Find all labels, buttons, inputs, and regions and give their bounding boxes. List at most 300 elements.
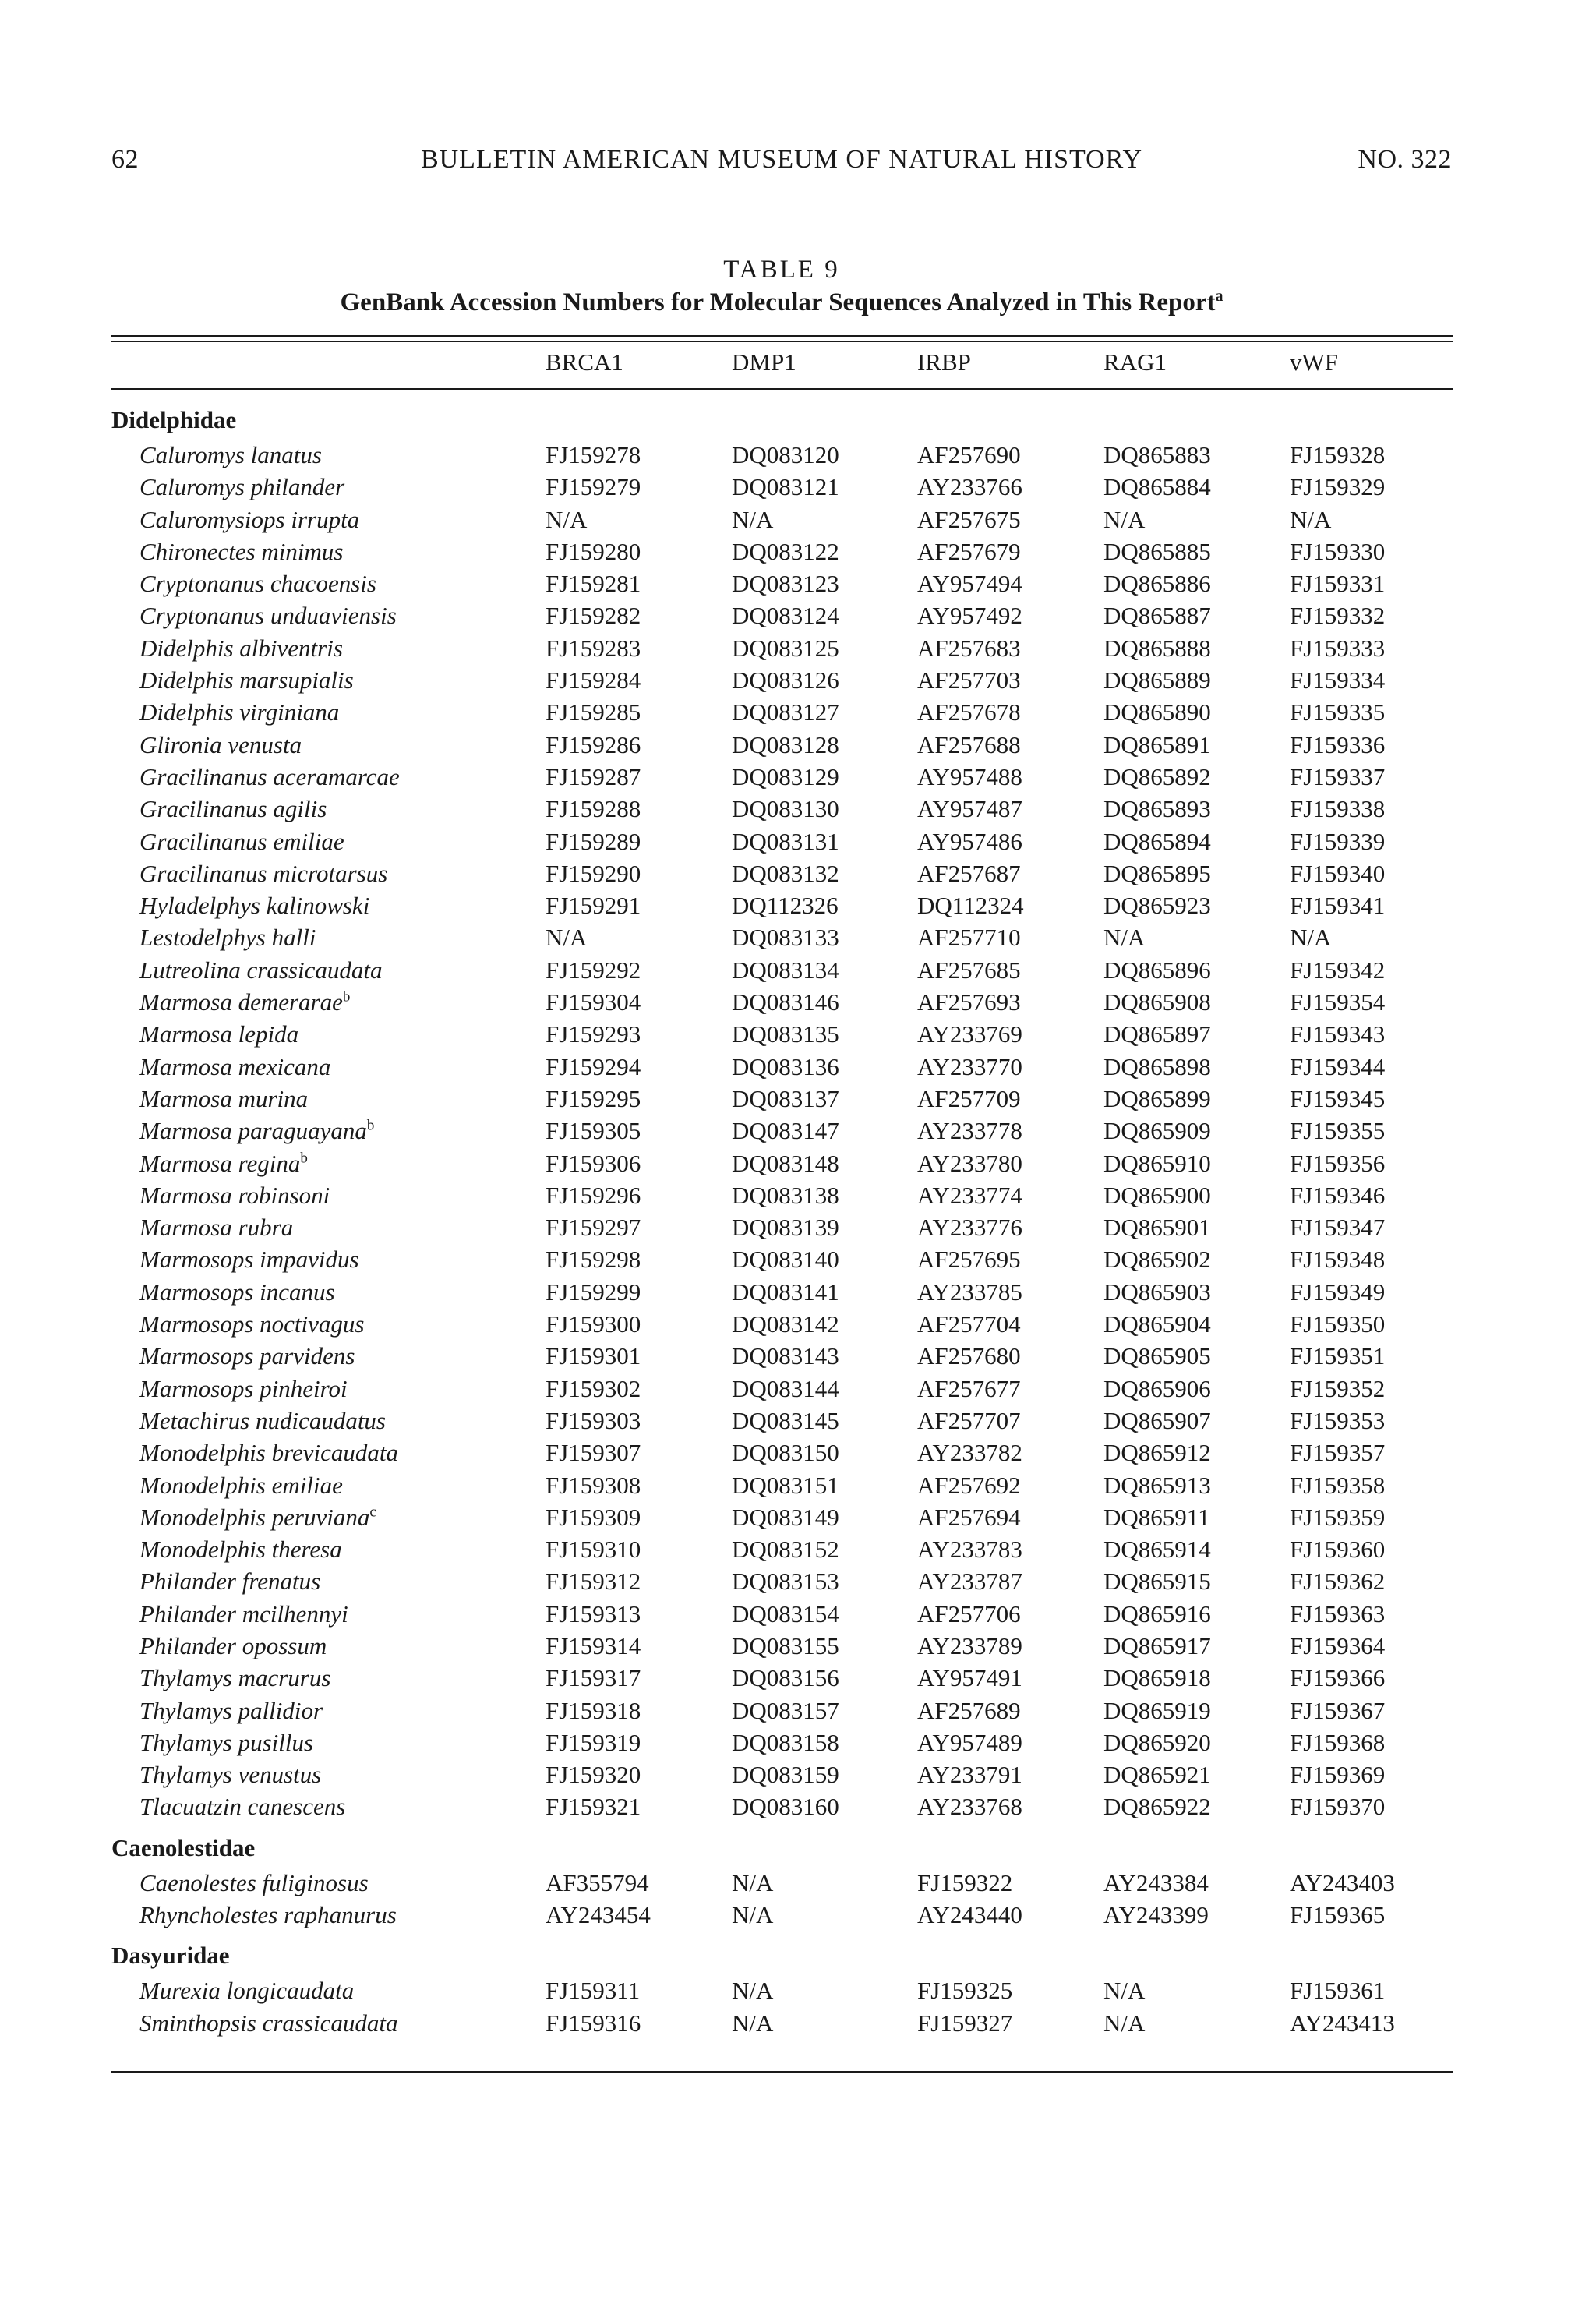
accession-cell: DQ083134: [732, 956, 839, 984]
accession-cell: DQ083145: [732, 1406, 839, 1434]
family-group: [111, 1931, 1453, 2039]
species-name: [139, 1630, 327, 1662]
accession-cell: AY233766: [917, 473, 1022, 501]
table-row: [111, 664, 1453, 696]
accession-cell: FJ159285: [546, 698, 641, 726]
accession-cell: FJ159309: [546, 1503, 641, 1531]
species-name-text: Marmosa regina: [139, 1149, 301, 1177]
accession-cell: FJ159368: [1290, 1728, 1386, 1756]
species-name-text: Didelphis marsupialis: [139, 666, 354, 694]
table-row: [111, 1018, 1453, 1050]
accession-cell: DQ083158: [732, 1728, 839, 1756]
table-row: [111, 1469, 1453, 1501]
accession-cell: FJ159357: [1290, 1439, 1386, 1467]
species-name: [139, 793, 327, 825]
species-name: [139, 825, 344, 857]
accession-cell: DQ083155: [732, 1631, 839, 1659]
accession-cell: AY233770: [917, 1052, 1022, 1080]
accession-cell: AF257693: [917, 988, 1021, 1016]
accession-cell: AF257704: [917, 1310, 1021, 1338]
accession-cell: DQ083138: [732, 1181, 839, 1209]
table-row: [111, 954, 1453, 986]
accession-cell: FJ159306: [546, 1149, 641, 1177]
accession-cell: DQ865889: [1103, 666, 1211, 694]
accession-cell: FJ159367: [1290, 1696, 1386, 1724]
table-label: TABLE 9: [723, 256, 840, 284]
table-row: [111, 471, 1453, 503]
family-name: Dasyuridae: [111, 1942, 230, 1970]
table-row: [111, 1630, 1453, 1662]
species-name: [139, 1340, 355, 1372]
species-name-text: Gracilinanus emiliae: [139, 827, 344, 855]
species-name-text: Monodelphis brevicaudata: [139, 1439, 399, 1467]
accession-cell: FJ159321: [546, 1793, 641, 1821]
accession-cell: FJ159280: [546, 537, 641, 565]
accession-cell: DQ865907: [1103, 1406, 1211, 1434]
species-name: [139, 1758, 321, 1790]
accession-cell: AY243413: [1290, 2009, 1395, 2037]
table-row: [111, 504, 1453, 535]
table-row: [111, 1565, 1453, 1597]
accession-cell: AY233780: [917, 1149, 1022, 1177]
accession-cell: N/A: [732, 505, 774, 533]
species-name-text: Thylamys pusillus: [139, 1728, 314, 1756]
accession-cell: DQ083150: [732, 1439, 839, 1467]
table-row: [111, 1790, 1453, 1822]
species-name: [139, 696, 339, 728]
accession-cell: FJ159363: [1290, 1599, 1386, 1628]
species-name-text: Murexia longicaudata: [139, 1977, 355, 2005]
accession-cell: FJ159299: [546, 1278, 641, 1306]
family-spacer: [111, 1823, 1453, 1829]
accession-cell: AF257694: [917, 1503, 1021, 1531]
accession-cell: FJ159310: [546, 1536, 641, 1564]
table-row: [111, 1211, 1453, 1243]
species-name: [139, 729, 302, 761]
accession-cell: DQ865905: [1103, 1342, 1211, 1370]
accession-cell: DQ865883: [1103, 441, 1211, 468]
accession-cell: DQ865895: [1103, 859, 1211, 887]
accession-cell: AF257680: [917, 1342, 1021, 1370]
accession-cell: FJ159336: [1290, 730, 1386, 758]
accession-cell: FJ159283: [546, 634, 641, 662]
accession-cell: FJ159343: [1290, 1020, 1386, 1048]
species-name-text: Sminthopsis crassicaudata: [139, 2009, 398, 2037]
species-name-text: Caluromys philander: [139, 473, 345, 501]
accession-cell: AY233789: [917, 1631, 1022, 1659]
table-row: [111, 1340, 1453, 1372]
species-name: [139, 664, 354, 696]
accession-cell: FJ159340: [1290, 859, 1386, 887]
accession-cell: AF257709: [917, 1084, 1021, 1112]
accession-cell: FJ159341: [1290, 892, 1386, 920]
accession-cell: AY243384: [1103, 1868, 1209, 1896]
species-name-text: Philander opossum: [139, 1631, 327, 1659]
accession-cell: DQ865894: [1103, 827, 1211, 855]
species-name-text: Marmosa mexicana: [139, 1052, 331, 1080]
species-name-text: Tlacuatzin canescens: [139, 1793, 346, 1821]
table-row: [111, 1179, 1453, 1211]
accession-cell: FJ159314: [546, 1631, 641, 1659]
accession-cell: AF257677: [917, 1374, 1021, 1402]
accession-cell: FJ159353: [1290, 1406, 1386, 1434]
accession-cell: DQ865903: [1103, 1278, 1211, 1306]
accession-cell: AY957492: [917, 602, 1022, 630]
species-name: [139, 1308, 364, 1340]
accession-cell: FJ159313: [546, 1599, 641, 1628]
accession-cell: AY243454: [546, 1901, 651, 1929]
accession-cell: AF257710: [917, 924, 1021, 952]
accession-cell: FJ159342: [1290, 956, 1386, 984]
accession-cell: AY243403: [1290, 1868, 1395, 1896]
table-row: [111, 1308, 1453, 1340]
table-row: [111, 1899, 1453, 1931]
species-name: [139, 471, 344, 503]
species-name: [139, 1469, 343, 1501]
accession-cell: DQ083152: [732, 1536, 839, 1564]
accession-cell: DQ865893: [1103, 795, 1211, 823]
accession-cell: FJ159295: [546, 1084, 641, 1112]
accession-cell: DQ083156: [732, 1664, 839, 1692]
accession-cell: DQ083157: [732, 1696, 839, 1724]
species-name: [139, 889, 369, 921]
family-group: [111, 401, 1453, 1823]
accession-cell: FJ159304: [546, 988, 641, 1016]
accession-cell: DQ083135: [732, 1020, 839, 1048]
species-name: [139, 1373, 348, 1405]
species-name-text: Lestodelphys halli: [139, 924, 316, 952]
accession-cell: FJ159351: [1290, 1342, 1386, 1370]
accession-cell: AY233791: [917, 1761, 1022, 1789]
accession-cell: DQ083146: [732, 988, 839, 1016]
accession-cell: DQ083125: [732, 634, 839, 662]
accession-cell: AF257683: [917, 634, 1021, 662]
accession-cell: FJ159319: [546, 1728, 641, 1756]
accession-cell: AF257706: [917, 1599, 1021, 1628]
species-name: [139, 1147, 308, 1179]
accession-cell: AF257703: [917, 666, 1021, 694]
accession-cell: DQ865906: [1103, 1374, 1211, 1402]
species-name-text: Metachirus nudicaudatus: [139, 1406, 386, 1434]
accession-cell: DQ865890: [1103, 698, 1211, 726]
accession-cell: AF257690: [917, 441, 1021, 468]
table-row: [111, 825, 1453, 857]
accession-cell: FJ159369: [1290, 1761, 1386, 1789]
table-title-text: GenBank Accession Numbers for Molecular Sequences Analyzed in This Report: [340, 288, 1216, 316]
table-row: [111, 1867, 1453, 1899]
accession-cell: N/A: [1290, 505, 1332, 533]
species-name-text: Philander mcilhennyi: [139, 1599, 348, 1628]
accession-cell: AF257707: [917, 1406, 1021, 1434]
accession-cell: DQ083121: [732, 473, 839, 501]
table-row: [111, 439, 1453, 471]
accession-cell: DQ083133: [732, 924, 839, 952]
accession-cell: DQ865886: [1103, 570, 1211, 598]
family-name: Caenolestidae: [111, 1833, 256, 1861]
accession-cell: FJ159311: [546, 1977, 641, 2005]
accession-cell: FJ159305: [546, 1117, 641, 1145]
accession-cell: AF355794: [546, 1868, 649, 1896]
table-row: [111, 1405, 1453, 1437]
accession-cell: AY233769: [917, 1020, 1022, 1048]
accession-cell: DQ865918: [1103, 1664, 1211, 1692]
species-name: [139, 535, 343, 567]
accession-cell: DQ083127: [732, 698, 839, 726]
accession-cell: DQ083126: [732, 666, 839, 694]
table-row: [111, 535, 1453, 567]
accession-cell: DQ083139: [732, 1214, 839, 1242]
accession-cell: FJ159334: [1290, 666, 1386, 694]
accession-cell: DQ865909: [1103, 1117, 1211, 1145]
accession-cell: FJ159327: [917, 2009, 1013, 2037]
accession-cell: AY233783: [917, 1536, 1022, 1564]
accession-cell: FJ159320: [546, 1761, 641, 1789]
accession-cell: DQ865915: [1103, 1567, 1211, 1596]
accession-cell: DQ865900: [1103, 1181, 1211, 1209]
accession-cell: DQ865912: [1103, 1439, 1211, 1467]
species-name: [139, 504, 359, 535]
accession-cell: AY233776: [917, 1214, 1022, 1242]
table-top-rule-inner: [111, 341, 1453, 342]
issue-number: NO. 322: [1358, 145, 1452, 174]
species-name-text: Didelphis virginiana: [139, 698, 340, 726]
species-name: [139, 1867, 369, 1899]
table-title: [111, 288, 1452, 317]
species-name: [139, 1083, 308, 1115]
column-headers: [111, 348, 1453, 381]
accession-cell: DQ865914: [1103, 1536, 1211, 1564]
table-row: [111, 1758, 1453, 1790]
accession-cell: FJ159361: [1290, 1977, 1386, 2005]
accession-cell: FJ159356: [1290, 1149, 1386, 1177]
journal-title: BULLETIN AMERICAN MUSEUM OF NATURAL HISTORY: [420, 145, 1143, 174]
accession-cell: FJ159300: [546, 1310, 641, 1338]
table-row: [111, 889, 1453, 921]
species-name: [139, 1974, 354, 2006]
accession-cell: DQ865921: [1103, 1761, 1211, 1789]
accession-cell: FJ159289: [546, 827, 641, 855]
accession-cell: AY957491: [917, 1664, 1022, 1692]
accession-cell: DQ865897: [1103, 1020, 1211, 1048]
accession-cell: FJ159365: [1290, 1901, 1386, 1929]
species-name-text: Thylamys macrurus: [139, 1664, 331, 1692]
accession-cell: DQ865917: [1103, 1631, 1211, 1659]
species-name-text: Marmosa demerarae: [139, 988, 343, 1016]
accession-cell: AY233774: [917, 1181, 1022, 1209]
accession-cell: DQ083153: [732, 1567, 839, 1596]
accession-cell: AY243440: [917, 1901, 1022, 1929]
table-row: [111, 1373, 1453, 1405]
accession-cell: FJ159322: [917, 1868, 1013, 1896]
accession-cell: N/A: [1103, 505, 1146, 533]
accession-cell: FJ159281: [546, 570, 641, 598]
species-name: [139, 1533, 342, 1565]
accession-cell: N/A: [732, 1977, 774, 2005]
accession-cell: DQ083123: [732, 570, 839, 598]
accession-cell: N/A: [546, 924, 588, 952]
accession-cell: DQ083132: [732, 859, 839, 887]
species-name: [139, 632, 343, 664]
accession-cell: FJ159282: [546, 602, 641, 630]
species-name: [139, 1598, 348, 1630]
accession-cell: FJ159312: [546, 1567, 641, 1596]
family-group: [111, 1823, 1453, 1931]
accession-cell: FJ159302: [546, 1374, 641, 1402]
table-row: [111, 1051, 1453, 1083]
accession-cell: FJ159355: [1290, 1117, 1386, 1145]
accession-cell: FJ159278: [546, 441, 641, 468]
accession-cell: DQ865884: [1103, 473, 1211, 501]
species-name: [139, 1018, 298, 1050]
table-row: [111, 1974, 1453, 2006]
table-row: [111, 1662, 1453, 1694]
table-row: [111, 599, 1453, 631]
accession-cell: DQ112324: [917, 892, 1024, 920]
species-name-text: Gracilinanus microtarsus: [139, 859, 388, 887]
accession-cell: FJ159291: [546, 892, 641, 920]
accession-cell: AF257685: [917, 956, 1021, 984]
table-row: [111, 857, 1453, 889]
accession-cell: FJ159294: [546, 1052, 641, 1080]
accession-cell: DQ865891: [1103, 730, 1211, 758]
accession-cell: FJ159338: [1290, 795, 1386, 823]
accession-cell: FJ159329: [1290, 473, 1386, 501]
species-name-text: Thylamys pallidior: [139, 1696, 323, 1724]
accession-cell: FJ159350: [1290, 1310, 1386, 1338]
accession-cell: DQ083136: [732, 1052, 839, 1080]
species-name-text: Lutreolina crassicaudata: [139, 956, 383, 984]
accession-cell: AY957486: [917, 827, 1022, 855]
accession-cell: DQ083148: [732, 1149, 839, 1177]
accession-cell: FJ159317: [546, 1664, 641, 1692]
accession-cell: DQ083149: [732, 1503, 839, 1531]
accession-cell: FJ159358: [1290, 1471, 1386, 1499]
accession-cell: DQ865919: [1103, 1696, 1211, 1724]
table-row: [111, 632, 1453, 664]
table-row: [111, 1243, 1453, 1275]
species-name: [139, 1276, 335, 1308]
species-name-text: Glironia venusta: [139, 730, 302, 758]
accession-cell: FJ159359: [1290, 1503, 1386, 1531]
accession-cell: FJ159346: [1290, 1181, 1386, 1209]
species-name-text: Marmosa lepida: [139, 1020, 299, 1048]
accession-cell: DQ865885: [1103, 537, 1211, 565]
accession-cell: DQ865908: [1103, 988, 1211, 1016]
species-name: [139, 1437, 398, 1468]
species-name-text: Marmosops pinheiroi: [139, 1374, 348, 1402]
table-top-rule: [111, 335, 1453, 337]
accession-cell: N/A: [1290, 924, 1332, 952]
species-name-text: Cryptonanus chacoensis: [139, 570, 376, 598]
accession-cell: FJ159292: [546, 956, 641, 984]
accession-cell: DQ865898: [1103, 1052, 1211, 1080]
accession-cell: DQ083159: [732, 1761, 839, 1789]
accession-cell: FJ159316: [546, 2009, 641, 2037]
accession-cell: FJ159325: [917, 1977, 1013, 2005]
accession-cell: N/A: [1103, 924, 1146, 952]
accession-cell: DQ083141: [732, 1278, 839, 1306]
table-row: [111, 696, 1453, 728]
accession-cell: AY233768: [917, 1793, 1022, 1821]
running-head: [111, 145, 1452, 184]
accession-cell: DQ865922: [1103, 1793, 1211, 1821]
family-spacer: [111, 1931, 1453, 1937]
species-name: [139, 1051, 330, 1083]
footnote-mark: b: [366, 1117, 375, 1134]
accession-cell: AY957494: [917, 570, 1022, 598]
accession-cell: FJ159337: [1290, 762, 1386, 790]
accession-cell: DQ865920: [1103, 1728, 1211, 1756]
species-name-text: Marmosa rubra: [139, 1214, 294, 1242]
species-name: [139, 1405, 386, 1437]
accession-cell: AF257695: [917, 1246, 1021, 1274]
accession-cell: FJ159360: [1290, 1536, 1386, 1564]
species-name-text: Caluromysiops irrupta: [139, 505, 360, 533]
table-row: [111, 729, 1453, 761]
accession-cell: AF257675: [917, 505, 1021, 533]
species-name: [139, 1565, 320, 1597]
accession-cell: DQ083137: [732, 1084, 839, 1112]
table-row: [111, 1598, 1453, 1630]
table-row: [111, 2007, 1453, 2039]
footnote-mark: b: [300, 1150, 308, 1167]
accession-cell: DQ865899: [1103, 1084, 1211, 1112]
accession-cell: DQ083154: [732, 1599, 839, 1628]
table-row: [111, 1276, 1453, 1308]
accession-cell: DQ083140: [732, 1246, 839, 1274]
accession-cell: FJ159332: [1290, 602, 1386, 630]
accession-cell: DQ083144: [732, 1374, 839, 1402]
accession-cell: DQ083122: [732, 537, 839, 565]
accession-cell: FJ159288: [546, 795, 641, 823]
species-name: [139, 2007, 398, 2039]
accession-cell: FJ159301: [546, 1342, 641, 1370]
species-name-text: Marmosops noctivagus: [139, 1310, 365, 1338]
accession-cell: AY957488: [917, 762, 1022, 790]
species-name-text: Caluromys lanatus: [139, 441, 322, 468]
species-name: [139, 567, 376, 599]
table-row: [111, 1726, 1453, 1758]
accession-cell: AY957487: [917, 795, 1022, 823]
species-name-text: Marmosops impavidus: [139, 1246, 359, 1274]
species-name-text: Marmosops incanus: [139, 1278, 335, 1306]
accession-cell: FJ159318: [546, 1696, 641, 1724]
family-name: Didelphidae: [111, 406, 237, 433]
species-name: [139, 761, 400, 793]
accession-cell: FJ159293: [546, 1020, 641, 1048]
accession-cell: FJ159286: [546, 730, 641, 758]
accession-cell: FJ159297: [546, 1214, 641, 1242]
table-row: [111, 1115, 1453, 1147]
species-name: [139, 1179, 330, 1211]
species-name-text: Marmosa paraguayana: [139, 1117, 367, 1145]
accession-cell: DQ865916: [1103, 1599, 1211, 1628]
column-header: DMP1: [732, 348, 796, 376]
accession-cell: FJ159370: [1290, 1793, 1386, 1821]
accession-cell: FJ159344: [1290, 1052, 1386, 1080]
column-header: vWF: [1290, 348, 1338, 376]
accession-cell: N/A: [546, 505, 588, 533]
species-name: [139, 954, 382, 986]
accession-cell: FJ159335: [1290, 698, 1386, 726]
table-row: [111, 567, 1453, 599]
accession-cell: DQ865923: [1103, 892, 1211, 920]
accession-cell: FJ159366: [1290, 1664, 1386, 1692]
accession-cell: N/A: [1103, 2009, 1146, 2037]
species-name-text: Caenolestes fuliginosus: [139, 1868, 369, 1896]
accession-cell: FJ159287: [546, 762, 641, 790]
accession-cell: DQ865901: [1103, 1214, 1211, 1242]
